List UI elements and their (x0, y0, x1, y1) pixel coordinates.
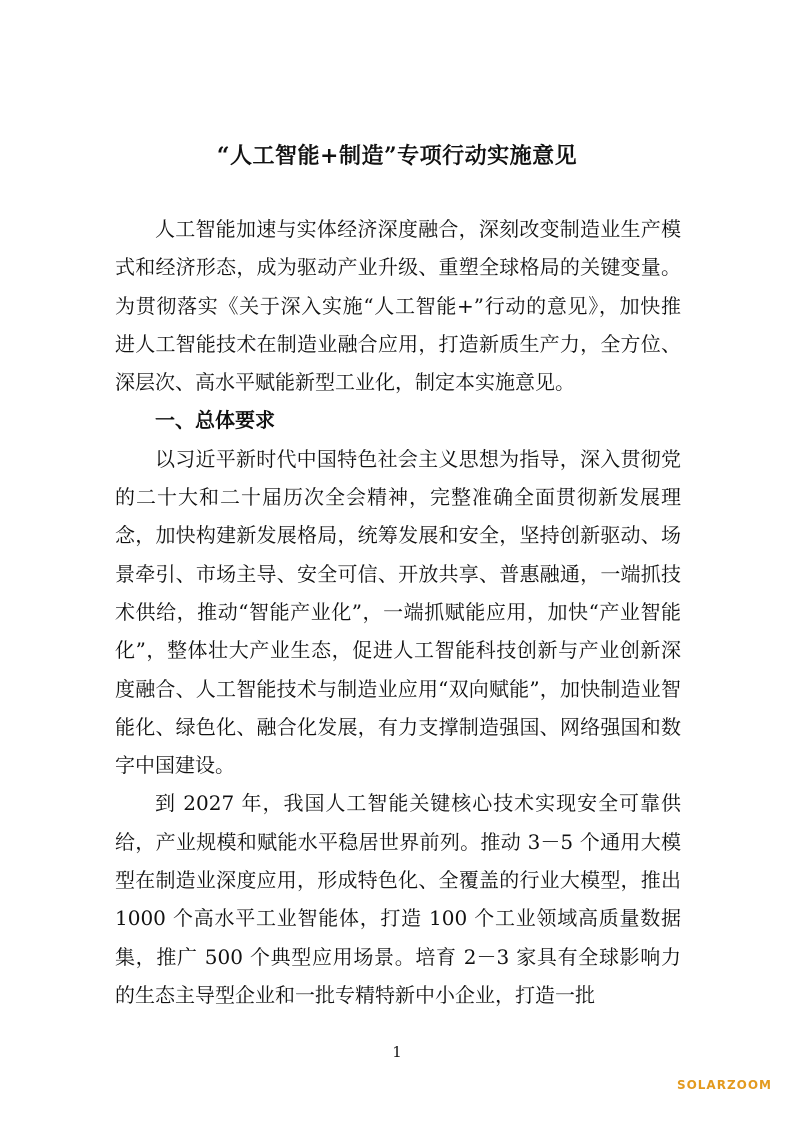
page-number: 1 (392, 1043, 402, 1061)
document-body (115, 210, 681, 1014)
watermark-logo: SOLARZOOM (676, 1078, 772, 1092)
document-title: “人工智能+制造”专项行动实施意见 (216, 143, 578, 169)
intro-paragraph: 人工智能加速与实体经济深度融合，深刻改变制造业生产模式和经济形态，成为驱动产业升级、重塑全球格局的关键变量。为贯彻落实《关于深入实施“人工智能+”行动的意见》，加快推进人工智能技术在制造业融合应用，打造新质生产力，全方位、深层次、高水平赋能新型工业化，制定本实施意见。 (115, 217, 681, 395)
goals-paragraph: 到 2027 年，我国人工智能关键核心技术实现安全可靠供给，产业规模和赋能水平稳居世界前列。推动 3－5 个通用大模型在制造业深度应用，形成特色化、全覆盖的行业大模型，推出 1000 个高水平工业智能体，打造 100 个工业领域高质量数据集，推广 500 个典型应用场景。培育 2－3 家具有全球影响力的生态主导型企业和一批专精特新中小企业，打造一批 (115, 791, 681, 1007)
guiding-principle-paragraph: 以习近平新时代中国特色社会主义思想为指导，深入贯彻党的二十大和二十届历次全会精神，完整准确全面贯彻新发展理念，加快构建新发展格局，统筹发展和安全，坚持创新驱动、场景牵引、市场主导、安全可信、开放共享、普惠融通，一端抓技术供给，推动“智能产业化”，一端抓赋能应用，加快“产业智能化”，整体壮大产业生态，促进人工智能科技创新与产业创新深度融合、人工智能技术与制造业应用“双向赋能”，加快制造业智能化、绿色化、融合化发展，有力支撑制造强国、网络强国和数字中国建设。 (115, 446, 681, 778)
section-heading: 一、总体要求 (155, 408, 275, 433)
